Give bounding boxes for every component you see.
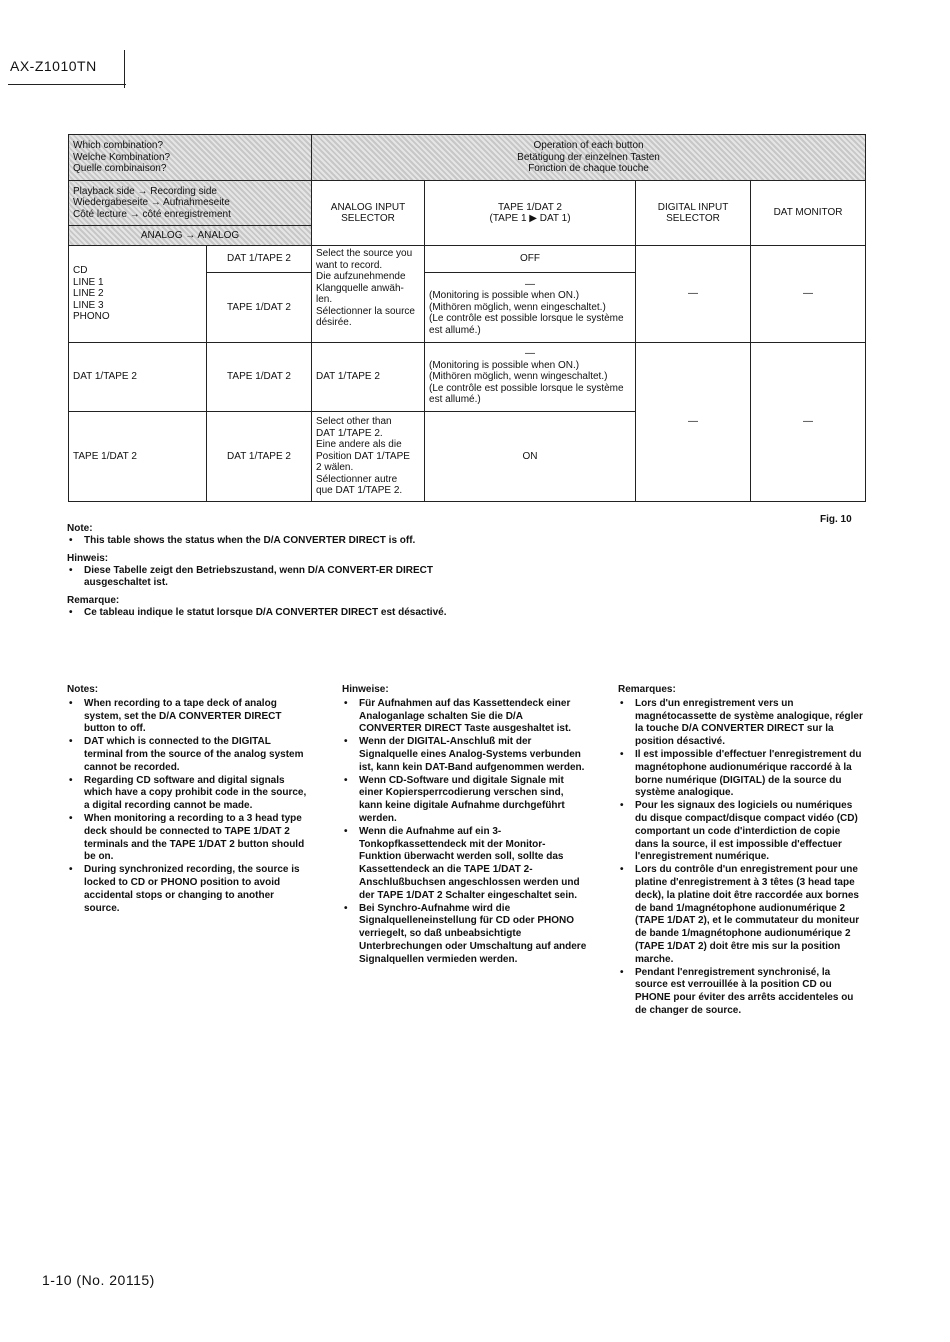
figure-label: Fig. 10	[820, 514, 852, 525]
note-heading-de: Hinweis:	[67, 553, 109, 564]
playback-recording-header: Playback side → Recording side Wiedergabeseite → Aufnahmeseite Côté lecture → côté enregistrement	[69, 181, 312, 226]
r3-tape-monitoring: — (Monitoring is possible when ON.) (Mithören möglich, wenn wingeschaltet.) (Le contrôle est possible lorsque le système est allumé.)	[425, 343, 636, 412]
analog-header: ANALOG → ANALOG	[69, 226, 312, 246]
r3-playback-side: DAT 1/TAPE 2	[69, 343, 207, 412]
r4-recording-side: DAT 1/TAPE 2	[207, 412, 312, 502]
r3-monitor-dash: —	[751, 343, 866, 502]
note-item: • Bei Synchro-Aufnahme wird die Signalquelleneinstellung für CD oder PHONO verriegelt, so daß unbeabsichtigte Unterbrechungen oder Umschaltung auf andere Signalquellen vermieden werden.	[342, 903, 587, 967]
r3-recording-side: TAPE 1/DAT 2	[207, 343, 312, 412]
r2-recording-side: TAPE 1/DAT 2	[207, 273, 312, 343]
note-heading-fr: Remarque:	[67, 595, 120, 606]
note-text-fr: • Ce tableau indique le statut lorsque D/A CONVERTER DIRECT est désactivé.	[67, 607, 447, 619]
source-list: CD LINE 1 LINE 2 LINE 3 PHONO	[69, 246, 207, 343]
note-heading-en: Note:	[67, 523, 93, 534]
col-analog-input: ANALOG INPUT SELECTOR	[312, 181, 425, 246]
note-item: • Il est impossible d'effectuer l'enregistrement du magnétophone audionumérique raccordé à la borne numérique (DIGITAL) de la source du système analogique.	[618, 749, 864, 800]
table-notes	[67, 523, 447, 619]
col-dat-monitor: DAT MONITOR	[751, 181, 866, 246]
note-text-en: • This table shows the status when the D/A CONVERTER DIRECT is off.	[67, 535, 447, 547]
note-item: • During synchronized recording, the source is locked to CD or PHONO position to avoid accidental stops or changing to another source.	[67, 864, 309, 915]
note-item: • DAT which is connected to the DIGITAL terminal from the source of the analog system cannot be recorded.	[67, 736, 309, 774]
r1-digital-dash: —	[636, 246, 751, 343]
r3-analog-input: DAT 1/TAPE 2	[312, 343, 425, 412]
select-source-cell: Select the source you want to record. Die aufzunehmende Klangquelle anwäh- len. Sélectionner la source désirée.	[312, 246, 425, 343]
note-item: • When monitoring a recording to a 3 head type deck should be connected to TAPE 1/DAT 2 terminals and the TAPE 1/DAT 2 button should be on.	[67, 813, 309, 864]
r1-tape-off: OFF	[425, 246, 636, 273]
note-item: • Pendant l'enregistrement synchronisé, la source est verrouillée à la position CD ou PHONE pour éviter des arrêts accidenteles ou de changer de source.	[618, 967, 864, 1018]
header-rule-horizontal	[8, 84, 126, 85]
note-item: • When recording to a tape deck of analog system, set the D/A CONVERTER DIRECT button to off.	[67, 698, 309, 736]
note-item: • Regarding CD software and digital signals which have a copy prohibit code in the source, a digital recording cannot be made.	[67, 775, 309, 813]
note-item: • Lors du contrôle d'un enregistrement pour une platine d'enregistrement à 3 têtes (3 head tape deck), la platine doit être raccordée aux bornes de band 1/magnétophone audionumérique 2 (TAPE 1/DAT 2), et le commutateur du moniteur de bande 1/magnétophone audionumérique 2 (TAPE 1/DAT 2) doit être mis sur la position marche.	[618, 864, 864, 966]
combination-header: Which combination? Welche Kombination? Quelle combinaison?	[69, 135, 312, 181]
notes-heading: Remarques:	[618, 684, 676, 695]
notes-heading: Hinweise:	[342, 684, 389, 695]
note-item: • Für Aufnahmen auf das Kassettendeck einer Analoganlage schalten Sie die D/A CONVERTER DIRECT Taste ausgeshaltet ist.	[342, 698, 587, 736]
notes-heading: Notes:	[67, 684, 99, 695]
col-tape1-dat2: TAPE 1/DAT 2 (TAPE 1 ▶ DAT 1)	[425, 181, 636, 246]
header-rule-vertical	[124, 50, 125, 88]
col-digital-input: DIGITAL INPUT SELECTOR	[636, 181, 751, 246]
note-text-de: • Diese Tabelle zeigt den Betriebszustand, wenn D/A CONVERT-ER DIRECT ausgeschaltet ist.	[67, 565, 447, 589]
r4-playback-side: TAPE 1/DAT 2	[69, 412, 207, 502]
operation-header: Operation of each button Betätigung der einzelnen Tasten Fonction de chaque touche	[312, 135, 866, 181]
r3-digital-dash: —	[636, 343, 751, 502]
note-item: • Wenn der DIGITAL-Anschluß mit der Signalquelle eines Analog-Systems verbunden ist, kann kein DAT-Band aufgenommen werden.	[342, 736, 587, 774]
page-footer: 1-10 (No. 20115)	[42, 1272, 155, 1288]
operation-table	[68, 134, 866, 502]
notes-english	[67, 684, 309, 915]
note-item: • Pour les signaux des logiciels ou numériques du disque compact/disque compact vidéo (CD) comportant un code d'interdiction de copie dans la source, il est impossible d'effectuer l'enregistrement numérique.	[618, 800, 864, 864]
note-item: • Lors d'un enregistrement vers un magnétocassette de système analogique, régler la touche D/A CONVERTER DIRECT sur la position désactivé.	[618, 698, 864, 749]
r1-recording-side: DAT 1/TAPE 2	[207, 246, 312, 273]
r4-tape-on: ON	[425, 412, 636, 502]
notes-german	[342, 684, 587, 967]
note-item: • Wenn CD-Software und digitale Signale mit einer Kopiersperrcodierung verschen sind, kann keine digitale Aufnahme durchgeführt werden.	[342, 775, 587, 826]
select-other-cell: Select other than DAT 1/TAPE 2. Eine andere als die Position DAT 1/TAPE 2 wälen. Sélectionner autre que DAT 1/TAPE 2.	[312, 412, 425, 502]
r2-tape-monitoring: — (Monitoring is possible when ON.) (Mithören möglich, wenn eingeschaltet.) (Le contrôle est possible lorsque le système est allumé.)	[425, 273, 636, 343]
notes-french	[618, 684, 864, 1018]
model-number: AX-Z1010TN	[10, 58, 97, 74]
r1-monitor-dash: —	[751, 246, 866, 343]
note-item: • Wenn die Aufnahme auf ein 3-Tonkopfkassettendeck mit der Monitor-Funktion überwacht werden soll, sollte das Kassettendeck an die TAPE 1/DAT 2-Anschlußbuchsen angeschlossen werden und der TAPE 1/DAT 2 Schalter eingeschaltet sein.	[342, 826, 587, 903]
